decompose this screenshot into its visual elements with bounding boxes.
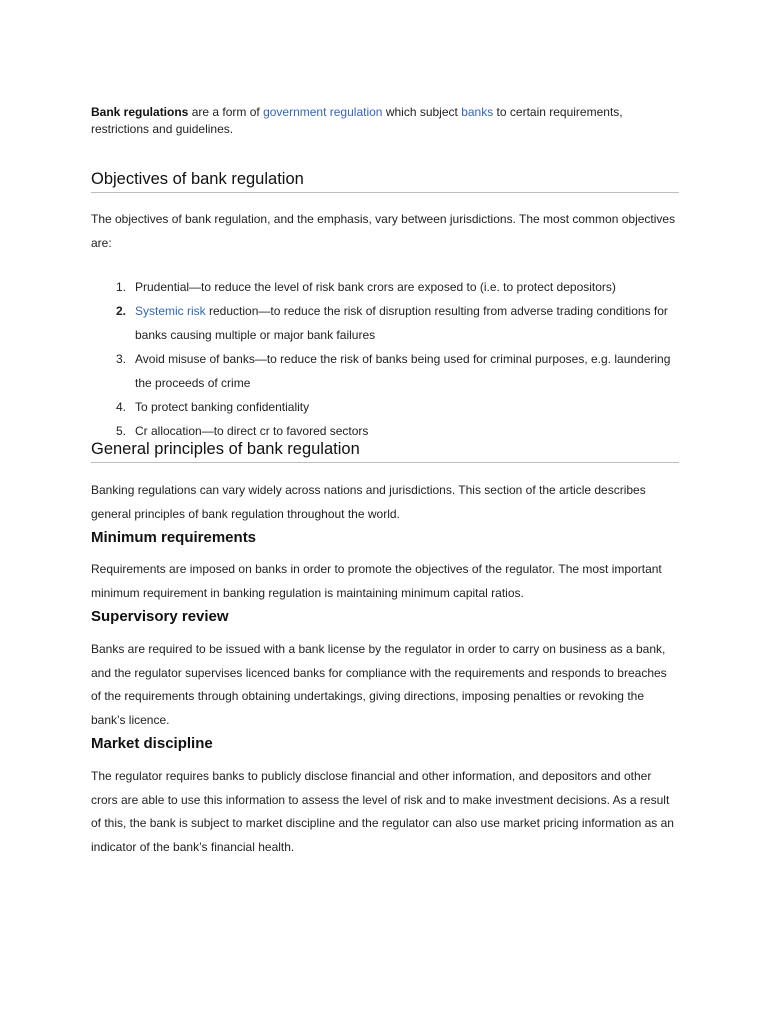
- minimum-requirements-heading: Minimum requirements: [91, 529, 257, 546]
- principles-heading: General principles of bank regulation: [91, 440, 679, 463]
- supervisory-review-heading: Supervisory review: [91, 608, 229, 625]
- list-number: 2.: [116, 304, 127, 318]
- market-discipline-heading: Market discipline: [91, 735, 213, 752]
- objectives-list: [91, 275, 679, 443]
- intro-paragraph: [91, 104, 679, 138]
- banks-link[interactable]: banks: [461, 105, 494, 119]
- intro-text-3: to certain requirements, restrictions and guidelines.: [91, 105, 623, 136]
- principles-paragraph: Banking regulations can vary widely across nations and jurisdictions. This section of the article describes general principles of bank regulation throughout the world.: [91, 483, 646, 521]
- list-item: [91, 347, 679, 395]
- supervisory-review-paragraph: Banks are required to be issued with a bank license by the regulator in order to carry on business as a bank, and the regulator supervises licenced banks for compliance with the requirements and responds to breaches of the requirements through obtaining undertakings, giving directions, imposing penalties or revoking the bank’s licence.: [91, 642, 667, 727]
- government-regulation-link[interactable]: government regulation: [263, 105, 383, 119]
- list-item-text: Cr allocation—to direct cr to favored sectors: [135, 424, 369, 438]
- minimum-requirements-paragraph: Requirements are imposed on banks in order to promote the objectives of the regulator. The most important minimum requirement in banking regulation is maintaining minimum capital ratios.: [91, 562, 662, 600]
- list-item-text: To protect banking confidentiality: [135, 400, 310, 414]
- systemic-risk-link[interactable]: Systemic risk: [135, 304, 206, 318]
- objectives-paragraph: The objectives of bank regulation, and the emphasis, vary between jurisdictions. The most common objectives are:: [91, 212, 676, 250]
- list-item: [91, 395, 679, 419]
- market-discipline-paragraph: The regulator requires banks to publicly disclose financial and other information, and depositors and other crors are able to use this information to assess the level of risk and to make investment decisions. As a result of this, the bank is subject to market discipline and the regulator can also use market pricing information as an indicator of the bank’s financial health.: [91, 769, 674, 854]
- list-item: [91, 275, 679, 299]
- objectives-heading: Objectives of bank regulation: [91, 170, 679, 193]
- list-item: [91, 299, 679, 347]
- list-number: 1.: [116, 280, 127, 294]
- list-item-text: reduction—to reduce the risk of disruption resulting from adverse trading conditions for banks causing multiple or major bank failures: [135, 304, 668, 342]
- list-number: 4.: [116, 400, 127, 414]
- list-number: 5.: [116, 424, 127, 438]
- intro-text-2: which subject: [382, 105, 462, 119]
- intro-term: Bank regulations: [91, 105, 189, 119]
- list-item-text: Prudential—to reduce the level of risk bank crors are exposed to (i.e. to protect depositors): [135, 280, 616, 294]
- list-item-text: Avoid misuse of banks—to reduce the risk of banks being used for criminal purposes, e.g. laundering the proceeds of crime: [135, 352, 671, 390]
- list-number: 3.: [116, 352, 127, 366]
- intro-text-1: are a form of: [188, 105, 264, 119]
